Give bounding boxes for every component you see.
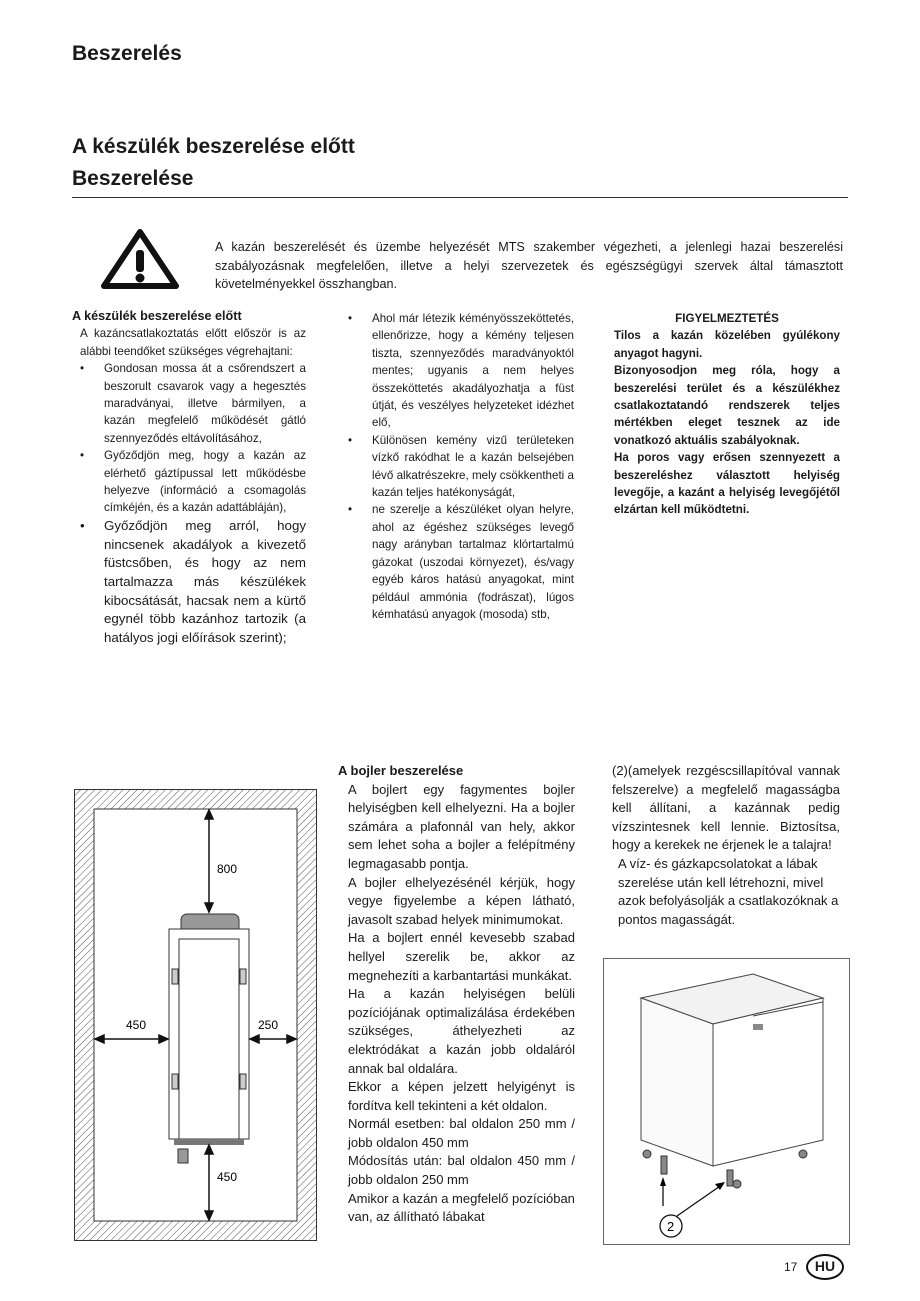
paragraph: Ekkor a képen jelzett helyigényt is fordítva kell tekinteni a két oldalon.: [348, 1079, 575, 1113]
clearance-bottom-label: 450: [217, 1170, 238, 1184]
before-lead: A kazáncsatlakoztatás előtt először is az alábbi teendőket szükséges végrehajtani:: [80, 327, 306, 358]
paragraph: A bojlert egy fagymentes bojler helyiségben kell elhelyezni. Ha a bojler számára a plafonnál van hely, akkor sem lehet soha a bojler a felépítmény legmagasabb pontja.: [348, 781, 575, 871]
clearance-right-label: 250: [258, 1018, 279, 1032]
page-title: A készülék beszerelése előtt: [72, 135, 355, 158]
warning-icon: [100, 228, 180, 290]
intro-text: A kazán beszerelését és üzembe helyezését MTS szakember végezheti, a jelenlegi hazai beszerelési szabályozásnak megfelelően, illetve a helyi szervezetek és egészségügyi szervek által támasztott követelményekkel összhangban.: [215, 240, 843, 291]
list-item: • Ahol már létezik kéményösszeköttetés, ellenőrizze, hogy a kémény teljesen tiszta, szennyeződés maradványoktól mentes; ugyanis a nem helyes összeköttetés akadályozhatja a füst útját, és veszélyes helyzeteket idézhet elő,: [340, 310, 574, 432]
clearance-diagram: [74, 789, 317, 1241]
paragraph: A bojler elhelyezésénél kérjük, hogy vegye figyelembe a képen látható, javasolt szabad helyek minimumokat.: [348, 874, 575, 927]
page-number: 17: [784, 1260, 798, 1274]
warning-box: [614, 310, 840, 519]
boiler-feet-illustration: [603, 958, 850, 1245]
paragraph: A víz- és gázkapcsolatokat a lábak szerelése után kell létrehozni, mivel azok befolyásolják a csatlakozóknak a pontos magasságát.: [618, 855, 839, 927]
paragraph: Ha a bojlert ennél kevesebb szabad hellyel szerelik be, akkor az megnehezíti a karbantartási munkákat.: [348, 930, 575, 983]
title-divider: [72, 197, 848, 198]
before-installation-column: [72, 308, 306, 648]
paragraph: Normál esetben: bal oldalon 250 mm / jobb oldalon 450 mm: [348, 1116, 575, 1150]
section-title: Beszerelés: [72, 42, 182, 65]
page-subtitle: Beszerelése: [72, 167, 194, 190]
paragraph: Amikor a kazán a megfelelő pozícióban van, az állítható lábakat: [348, 1190, 575, 1225]
boiler-title: A bojler beszerelése: [338, 763, 464, 778]
language-badge: HU: [806, 1254, 844, 1280]
warning-paragraph: Tilos a kazán közelében gyúlékony anyagot hagyni.: [614, 329, 840, 360]
paragraph: Módosítás után: bal oldalon 450 mm / jobb oldalon 250 mm: [348, 1153, 575, 1188]
before-title: A készülék beszerelése előtt: [72, 309, 242, 323]
clearance-top-label: 800: [217, 862, 238, 876]
list-item: • Gondosan mossa át a csőrendszert a beszorult csavarok vagy a hegesztés maradványai, illetve bármilyen, a kazán megfelelő működését gátló szennyeződés eltávolításához,: [72, 360, 306, 447]
callout-label: 2: [667, 1219, 675, 1234]
boiler-continued-column: [612, 762, 840, 929]
middle-column: [340, 310, 574, 623]
list-item: • Győződjön meg, hogy a kazán az elérhető gáztípussal lett működésbe helyezve (információ a csomagolás címkéjén, és a kazán adattábláján),: [72, 447, 306, 517]
boiler-installation-column: [338, 762, 575, 1227]
paragraph: Ha a kazán helyiségen belüli pozíciójának optimalizálása érdekében szükséges, áthelyezheti az elektródákat a kazán jobb oldaláról annak bal oldalára.: [348, 986, 575, 1076]
list-item: • ne szerelje a készüléket olyan helyre, ahol az égéshez szükséges levegő nagy arányban tartalmaz klórtartalmú gázokat (uszodai környezet), és/vagy egyéb káros hatású anyagokat, mint például ammónia (fodrászat), lúgos kémhatású anyagok (mosoda) stb,: [340, 501, 574, 623]
list-item: • Győződjön meg arról, hogy nincsenek akadályok a kivezető füstcsőben, és hogy az nem tartalmazza más készülékek kibocsátását, hacsak nem a kürtő egynél több kazánhoz tartozik (a hatályos jogi előírások szerint);: [72, 517, 306, 648]
warning-title: FIGYELMEZTETÉS: [675, 312, 779, 325]
warning-paragraph: Ha poros vagy erősen szennyezett a beszereléshez választott helyiség levegője, a kazánt a helyiség levegőjétől elzártan kell működtetni.: [614, 451, 840, 517]
list-item: • Különösen kemény vizű területeken vízkő rakódhat le a kazán belsejében lévő alkatrészekre, mely csökkentheti a kazán teljes hatékonyságát,: [340, 432, 574, 502]
warning-paragraph: Bizonyosodjon meg róla, hogy a beszerelési terület és a készülékhez csatlakoztatandó rendszerek teljes mértékben eleget tesznek az ide vonatkozó aktuális szabályoknak.: [614, 364, 840, 447]
clearance-left-label: 450: [126, 1018, 147, 1032]
paragraph: (2)(amelyek rezgéscsillapítóval vannak felszerelve) a megfelelő magasságba kell állítani, a kazánnak pedig vízszintesnek kell lennie. Biztosítsa, hogy a kerekek ne érjenek le a talajra!: [612, 763, 840, 853]
